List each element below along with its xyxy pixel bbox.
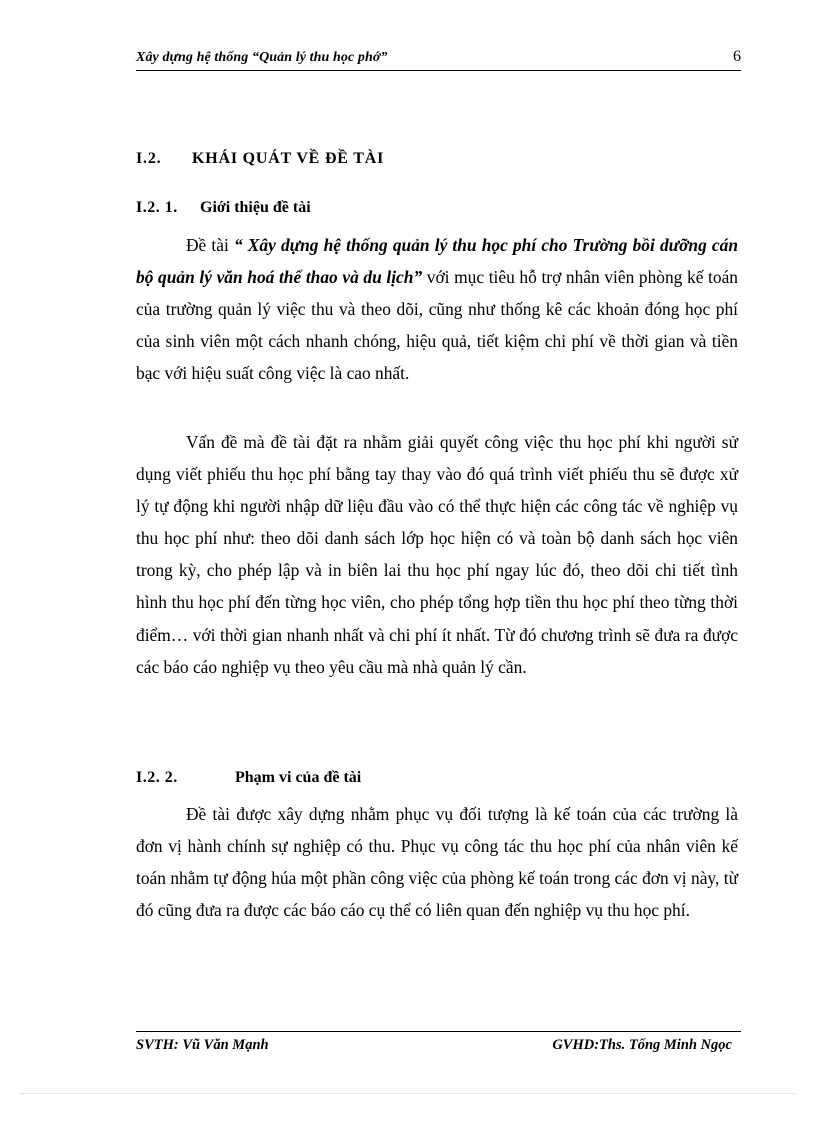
page-bottom-edge [20, 1093, 796, 1094]
section-number: I.2. [136, 150, 162, 167]
section-heading [136, 150, 384, 168]
intro-paragraph-2: Vấn đề mà đề tài đặt ra nhằm giải quyết công việc thu học phí khi người sử dụng viết phiếu thu học phí bằng tay thay vào đó quá trình viết phiếu thu sẽ được xử lý tự động khi người nhập dữ liệu đầu vào có thể thực hiện các công tác về nghiệp vụ thu học phí như: theo dõi danh sách lớp học hiện có và toàn bộ danh sách học viên trong kỳ, cho phép lập và in biên lai thu học phí ngay lúc đó, theo dõi chi tiết tình hình thu học phí đến từng học viên, cho phép tổng hợp tiền thu học phí theo từng thời điểm… với thời gian nhanh nhất và chi phí ít nhất. Từ đó chương trình sẽ đưa ra được các báo cáo nghiệp vụ theo yêu cầu mà nhà quản lý cần. [136, 432, 738, 677]
scope-paragraph: Đề tài được xây dựng nhằm phục vụ đối tượng là kế toán của các trường là đơn vị hành chính sự nghiệp có thu. Phục vụ công tác thu học phí của nhân viên kế toán nhằm tự động húa một phần công việc của phòng kế toán trong các đơn vị này, từ đó cũng đưa ra được các báo cáo cụ thể có liên quan đến nghiệp vụ thu học phí. [136, 804, 738, 921]
intro-paragraph-1-lead: Đề tài [186, 235, 234, 255]
intro-paragraph-1-rest: với mục tiêu hỗ trợ nhân viên phòng kế toán của trường quản lý việc thu và theo dõi, cũng như thống kê các khoản đóng học phí của sinh viên một cách nhanh chóng, hiệu quả, tiết kiệm chi phí về thời gian và tiền bạc với hiệu suất công việc là cao nhất. [136, 267, 738, 384]
subsection-1-title: Giới thiệu đề tài [200, 199, 311, 216]
subsection-1-heading [136, 199, 311, 217]
intro-paragraph-1 [136, 229, 738, 389]
subsection-1-number: I.2. 1. [136, 199, 178, 216]
subsection-2-heading [136, 769, 361, 787]
page-number: 6 [733, 48, 741, 65]
subsection-2-title: Phạm vi của đề tài [235, 769, 362, 786]
footer-divider [136, 1031, 741, 1032]
subsection-2-number: I.2. 2. [136, 769, 178, 786]
header-title: Xây dựng hệ thống “Quản lý thu học phớ” [136, 50, 388, 65]
footer-supervisor: GVHD:Ths. Tống Minh Ngọc [552, 1037, 732, 1053]
page-header [136, 48, 741, 71]
footer-student: SVTH: Vũ Văn Mạnh [136, 1037, 269, 1053]
section-title: KHÁI QUÁT VỀ ĐỀ TÀI [192, 150, 385, 167]
project-title-emphasis: “ Xây dựng hệ thống quản lý thu học phí cho Trường bồi dưỡng cán bộ quản lý văn hoá thể thao và du lịch” [136, 235, 738, 288]
